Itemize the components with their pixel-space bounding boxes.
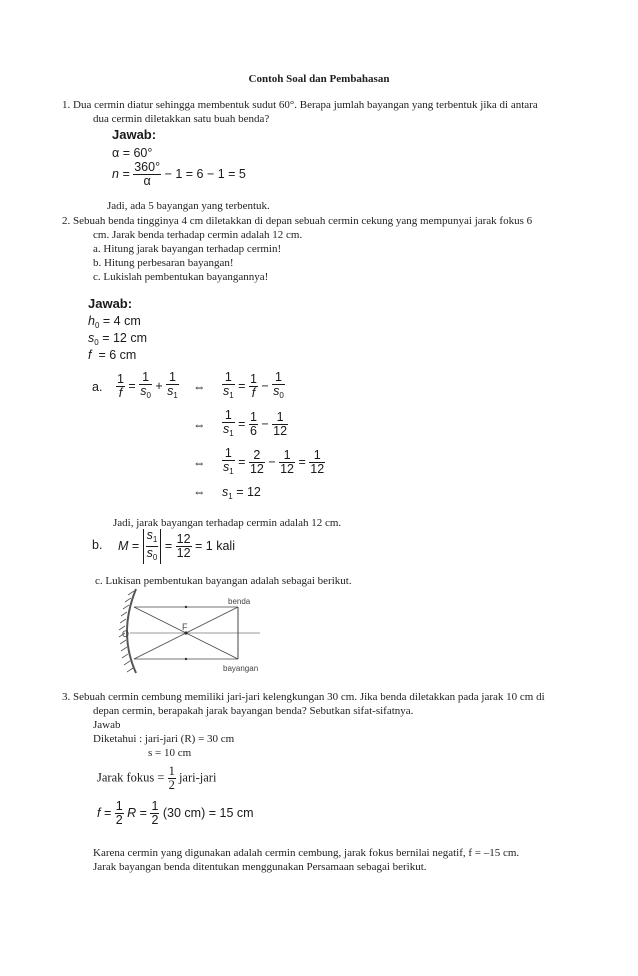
q1-jawab: Jawab: bbox=[112, 127, 157, 142]
q2-arrow-4: ⇔ bbox=[193, 485, 206, 499]
q2-a-eq1: $\frac{1}{f}$ = $\frac{1}{s_0}$ + $\frac{1}{s_1}$ bbox=[117, 370, 178, 400]
label-o: O bbox=[122, 629, 130, 639]
q1-n-rhs: − 1 = 6 − 1 = 5 bbox=[164, 166, 246, 181]
q2-s1-result: = 12 bbox=[236, 485, 261, 499]
q2-f-value: = 6 cm bbox=[98, 348, 137, 362]
q3-f-rhs: (30 cm) = 15 cm bbox=[162, 805, 254, 820]
q2-item-c: c. Lukislah pembentukan bayangannya! bbox=[93, 271, 269, 283]
q1-frac-den: α bbox=[143, 174, 151, 188]
q1-frac-num: 360° bbox=[134, 160, 161, 174]
q3-s-line: s = 10 cm bbox=[148, 747, 192, 759]
q2-item-b: b. Hitung perbesaran bayangan! bbox=[93, 257, 234, 269]
label-f: F bbox=[182, 622, 188, 632]
q2-s0: $s_0 = 12$ cm bbox=[88, 331, 147, 347]
q3-note1: Karena cermin yang digunakan adalah cermin cembung, jarak fokus bernilai negatif, f = –15 cm. bbox=[93, 847, 520, 859]
ray-diagram bbox=[110, 585, 285, 675]
q3-fokus-eq: Jarak fokus = $\frac{1}{2}$ jari-jari bbox=[97, 764, 217, 792]
q2-h0: $h_0 = 4$ cm bbox=[88, 314, 141, 330]
q3-diketahui: Diketahui : jari-jari (R) = 30 cm bbox=[93, 733, 235, 745]
q2-text-line2: cm. Jarak benda terhadap cermin adalah 12 cm. bbox=[93, 229, 303, 241]
q2-a-eq3: $\frac{1}{s_1}$ = $\frac{1}{6}$ − $\frac{1}{12}$ bbox=[223, 408, 288, 438]
q2-a-eq5: $s_1 = 12$ bbox=[222, 485, 261, 501]
q2-jawab: Jawab: bbox=[88, 296, 133, 311]
q1-n-lhs: n = bbox=[112, 166, 130, 181]
q2-a-eq2: $\frac{1}{s_1}$ = $\frac{1}{f}$ − $\frac{1}{s_0}$ bbox=[223, 370, 284, 400]
center-dot-lower bbox=[185, 658, 187, 660]
q1-text-line2: dua cermin diletakkan satu buah benda? bbox=[93, 113, 270, 125]
q2-a-conclusion: Jadi, jarak bayangan terhadap cermin adalah 12 cm. bbox=[113, 517, 342, 529]
q1-alpha-line: α = 60° bbox=[112, 146, 153, 160]
q2-arrow-2: ⇔ bbox=[193, 418, 206, 432]
q1-text-line1: 1. Dua cermin diatur sehingga membentuk sudut 60°. Berapa jumlah bayangan yang terbentuk jika di antara bbox=[62, 99, 538, 111]
q3-fokus-label: Jarak fokus = bbox=[97, 770, 165, 785]
q2-b-rhs: = 1 kali bbox=[195, 538, 235, 553]
label-bayangan: bayangan bbox=[223, 664, 259, 673]
center-dot-upper bbox=[185, 606, 187, 608]
page-title: Contoh Soal dan Pembahasan bbox=[248, 73, 390, 85]
q2-item-a: a. Hitung jarak bayangan terhadap cermin! bbox=[93, 243, 282, 255]
q2-b-label: b. bbox=[92, 538, 103, 552]
q2-a-label: a. bbox=[92, 380, 103, 394]
label-benda: benda bbox=[228, 597, 251, 606]
q3-text-line1: 3. Sebuah cermin cembung memiliki jari-jari kelengkungan 30 cm. Jika benda diletakkan pada jarak 10 cm di bbox=[62, 691, 545, 703]
q1-n-equation bbox=[112, 161, 246, 188]
q2-arrow-3: ⇔ bbox=[193, 456, 206, 470]
q2-h0-value: = 4 cm bbox=[102, 314, 141, 328]
q2-s0-value: = 12 cm bbox=[102, 331, 147, 345]
q2-arrow-1: ⇔ bbox=[193, 380, 206, 394]
q2-a-eq4: $\frac{1}{s_1}$ = $\frac{2}{12}$ − $\frac{1}{12}$ = $\frac{1}{12}$ bbox=[223, 446, 325, 476]
q1-conclusion: Jadi, ada 5 bayangan yang terbentuk. bbox=[107, 200, 270, 212]
q3-fokus-rhs: jari-jari bbox=[178, 770, 217, 785]
q2-b-eq: M = $\frac{s_1}{s_0}$ = $\frac{12}{12}$ = 1 kali bbox=[118, 528, 235, 562]
q3-f-eq: f = $\frac{1}{2}$ R = $\frac{1}{2}$ (30 cm) = 15 cm bbox=[97, 799, 254, 827]
q2-f: f = 6 cm bbox=[88, 348, 137, 362]
q3-jawab: Jawab bbox=[93, 719, 121, 731]
q2-text-line1: 2. Sebuah benda tingginya 4 cm diletakkan di depan sebuah cermin cekung yang mempunyai jarak fokus 6 bbox=[62, 215, 533, 227]
q3-note2: Jarak bayangan benda ditentukan menggunakan Persamaan sebagai berikut. bbox=[93, 861, 427, 873]
q2-c-text: c. Lukisan pembentukan bayangan adalah sebagai berikut. bbox=[95, 575, 352, 587]
q3-text-line2: depan cermin, berapakah jarak bayangan benda? Sebutkan sifat-sifatnya. bbox=[93, 705, 414, 717]
